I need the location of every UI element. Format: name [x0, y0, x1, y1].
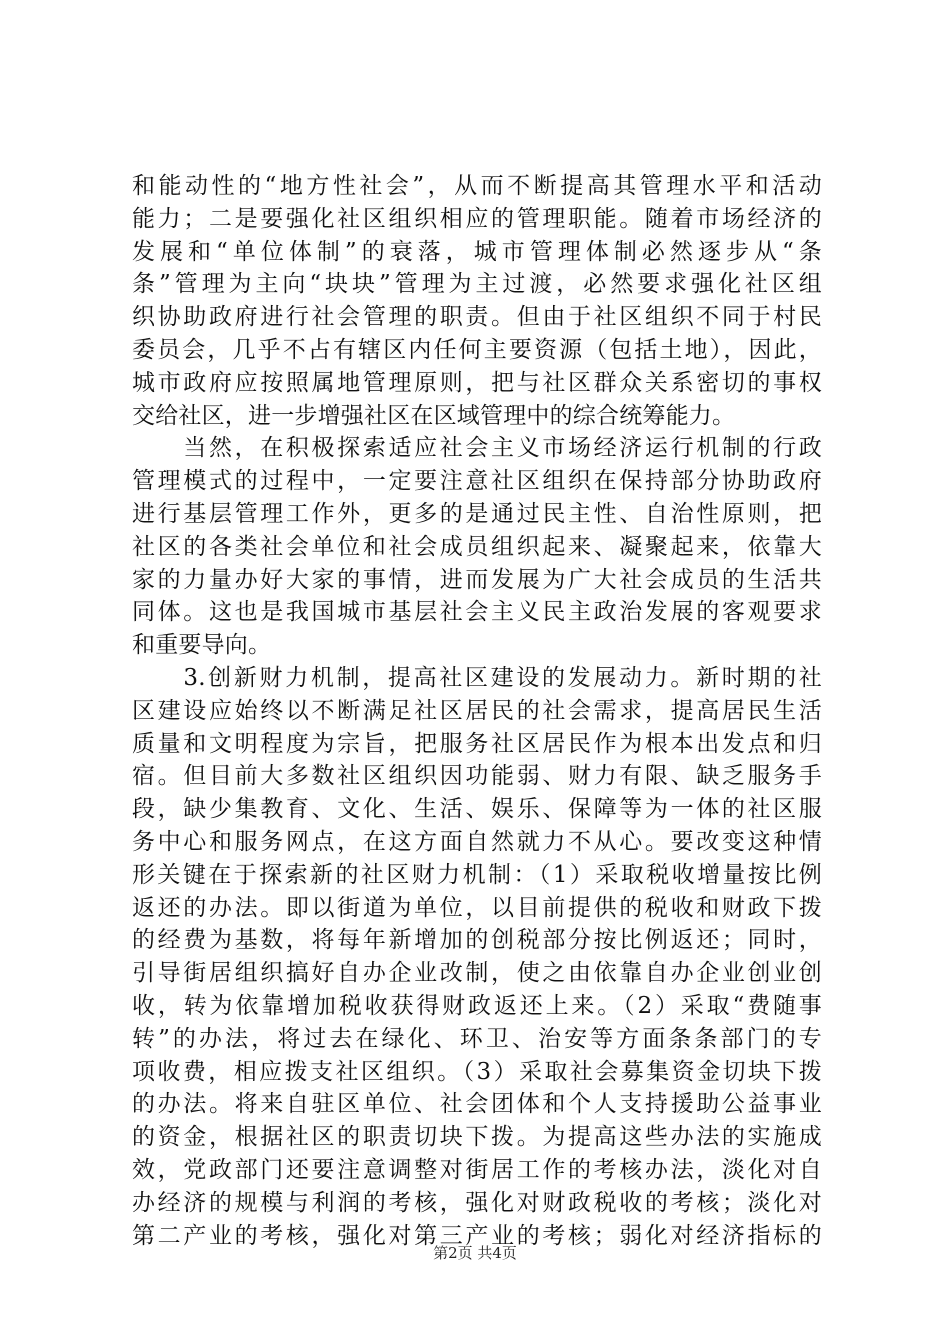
- text-line: 务中心和服务网点，在这方面自然就力不从心。要改变这种情: [132, 828, 822, 855]
- text-line: 社区的各类社会单位和社会成员组织起来、凝聚起来，依靠大: [132, 533, 822, 560]
- text-line: 转”的办法，将过去在绿化、环卫、治安等方面条条部门的专: [132, 1025, 822, 1052]
- text-line: 能力；二是要强化社区组织相应的管理职能。随着市场经济的: [132, 205, 822, 232]
- text-line: 引导街居组织搞好自办企业改制，使之由依靠自办企业创业创: [132, 960, 822, 987]
- text-line: 管理模式的过程中，一定要注意社区组织在保持部分协助政府: [132, 468, 822, 495]
- text-line: 收，转为依靠增加税收获得财政返还上来。（2）采取“费随事: [132, 992, 822, 1019]
- text-line: 宿。但目前大多数社区组织因功能弱、财力有限、缺乏服务手: [132, 763, 822, 790]
- text-line: 段，缺少集教育、文化、生活、娱乐、保障等为一体的社区服: [132, 796, 822, 823]
- text-line: 的资金，根据社区的职责切块下拨。为提高这些办法的实施成: [132, 1124, 822, 1151]
- text-line: 同体。这也是我国城市基层社会主义民主政治发展的客观要求: [132, 599, 822, 626]
- text-line: 织协助政府进行社会管理的职责。但由于社区组织不同于村民: [132, 304, 822, 331]
- text-line: 交给社区，进一步增强社区在区域管理中的综合统筹能力。: [132, 402, 736, 429]
- text-line: 的经费为基数，将每年新增加的创税部分按比例返还；同时，: [132, 927, 822, 954]
- text-line: 形关键在于探索新的社区财力机制：（1）采取税收增量按比例: [132, 861, 822, 888]
- text-line: 区建设应始终以不断满足社区居民的社会需求，提高居民生活: [132, 697, 822, 724]
- text-line: 效，党政部门还要注意调整对街居工作的考核办法，淡化对自: [132, 1156, 822, 1183]
- text-line: 家的力量办好大家的事情，进而发展为广大社会成员的生活共: [132, 566, 822, 593]
- body-text: [132, 170, 822, 1252]
- page-footer: 第2页 共4页: [433, 1244, 517, 1262]
- text-line: 城市政府应按照属地管理原则，把与社区群众关系密切的事权: [132, 369, 822, 396]
- text-line: 当然，在积极探索适应社会主义市场经济运行机制的行政: [132, 435, 822, 462]
- text-line: 第二产业的考核，强化对第三产业的考核；弱化对经济指标的: [132, 1222, 822, 1249]
- text-line: 返还的办法。即以街道为单位，以目前提供的税收和财政下拨: [132, 894, 822, 921]
- text-line: 发展和“单位体制”的衰落，城市管理体制必然逐步从“条: [132, 238, 822, 265]
- text-line: 的办法。将来自驻区单位、社会团体和个人支持援助公益事业: [132, 1091, 822, 1118]
- text-line: 3.创新财力机制，提高社区建设的发展动力。新时期的社: [132, 664, 822, 691]
- text-line: 条”管理为主向“块块”管理为主过渡，必然要求强化社区组: [132, 271, 822, 298]
- text-line: 项收费，相应拨支社区组织。（3）采取社会募集资金切块下拨: [132, 1058, 822, 1085]
- text-line: 和重要导向。: [132, 632, 272, 659]
- text-line: 办经济的规模与利润的考核，强化对财政税收的考核；淡化对: [132, 1189, 822, 1216]
- text-line: 质量和文明程度为宗旨，把服务社区居民作为根本出发点和归: [132, 730, 822, 757]
- text-line: 和能动性的“地方性社会”，从而不断提高其管理水平和活动: [132, 173, 822, 199]
- text-line: 进行基层管理工作外，更多的是通过民主性、自治性原则，把: [132, 500, 822, 527]
- text-line: 委员会，几乎不占有辖区内任何主要资源（包括土地），因此，: [132, 336, 822, 363]
